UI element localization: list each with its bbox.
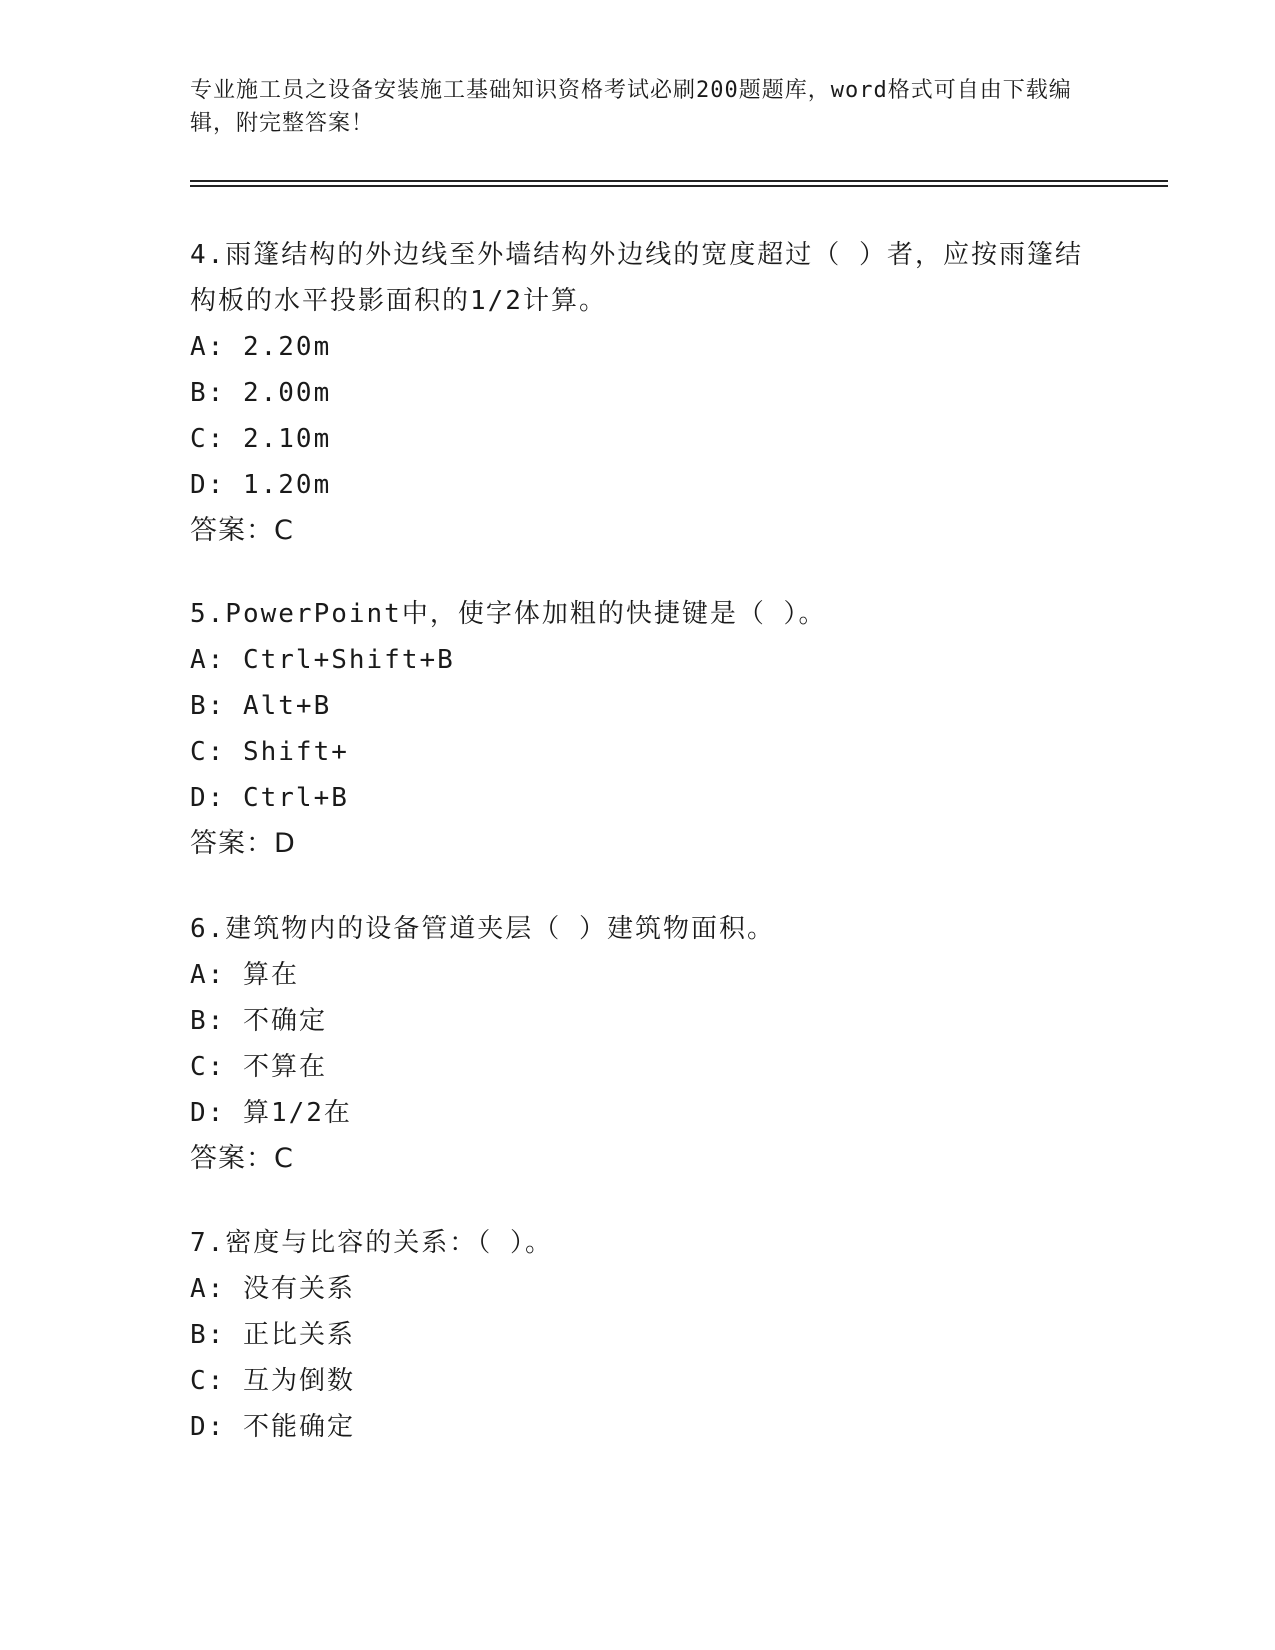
option-a: A: Ctrl+Shift+B [190,645,455,675]
question-7 [190,1220,1090,1450]
question-5 [190,591,1090,867]
option-b: B: 正比关系 [190,1320,355,1350]
question-4 [190,232,1090,554]
question-text: 4.雨篷结构的外边线至外墙结构外边线的宽度超过（ ）者，应按雨篷结构板的水平投影面积的1/2计算。 [190,240,1083,316]
option-d: D: 1.20m [190,470,332,500]
option-c: C: Shift+ [190,737,349,767]
question-text: 5.PowerPoint中，使字体加粗的快捷键是（ ）。 [190,599,827,629]
option-d: D: 不能确定 [190,1412,355,1442]
option-b: B: 不确定 [190,1006,327,1036]
option-d: D: Ctrl+B [190,783,349,813]
option-a: A: 没有关系 [190,1274,355,1304]
question-6 [190,906,1090,1182]
answer-line: 答案：C [190,515,294,546]
question-text: 7.密度与比容的关系：（ ）。 [190,1228,553,1258]
option-c: C: 2.10m [190,424,332,454]
option-c: C: 不算在 [190,1052,327,1082]
answer-line: 答案：C [190,1143,294,1174]
option-a: A: 2.20m [190,332,332,362]
option-d: D: 算1/2在 [190,1098,352,1128]
answer-line: 答案：D [190,828,296,859]
header-divider-top [190,180,1168,182]
header-divider-bottom [190,185,1168,187]
option-c: C: 互为倒数 [190,1366,355,1396]
option-a: A: 算在 [190,960,299,990]
option-b: B: Alt+B [190,691,332,721]
document-header: 专业施工员之设备安装施工基础知识资格考试必刷200题题库，word格式可自由下载编辑，附完整答案！ [190,78,1072,136]
option-b: B: 2.00m [190,378,332,408]
question-text: 6.建筑物内的设备管道夹层（ ）建筑物面积。 [190,914,775,944]
